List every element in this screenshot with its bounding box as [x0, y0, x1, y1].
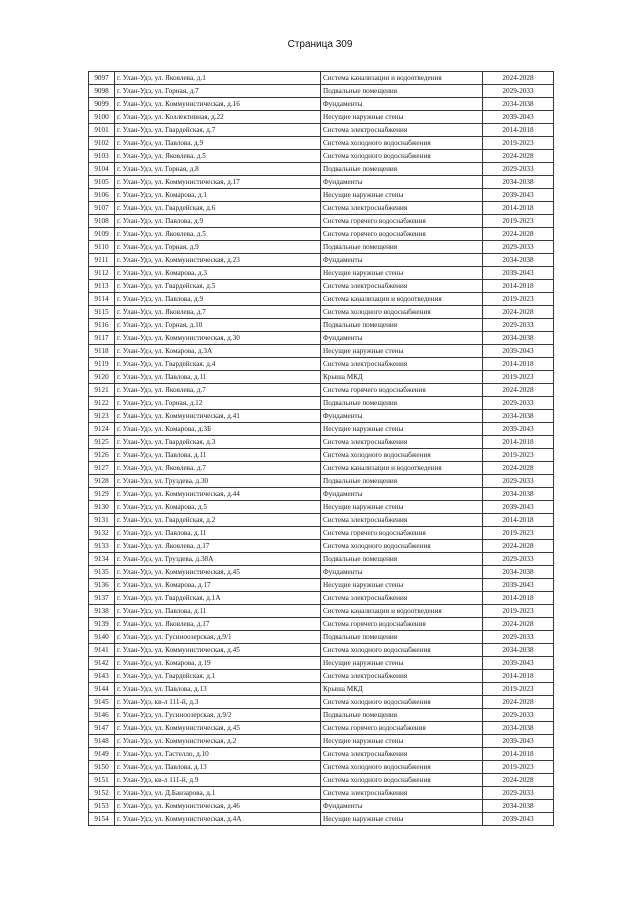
- period-cell: 2034-2038: [483, 410, 554, 423]
- work-type-cell: Фундаменты: [321, 98, 483, 111]
- row-number-cell: 9127: [89, 462, 115, 475]
- period-cell: 2024-2028: [483, 306, 554, 319]
- row-number-cell: 9122: [89, 397, 115, 410]
- table-row: [89, 384, 554, 397]
- address-cell: г. Улан-Удэ, ул. Комарова, д.5: [115, 501, 321, 514]
- row-number-cell: 9129: [89, 488, 115, 501]
- address-cell: г. Улан-Удэ, ул. Гвардейская, д.2: [115, 514, 321, 527]
- period-cell: 2039-2043: [483, 189, 554, 202]
- row-number-cell: 9149: [89, 748, 115, 761]
- address-cell: г. Улан-Удэ, ул. Гвардейская, д.4: [115, 358, 321, 371]
- table-row: [89, 332, 554, 345]
- period-cell: 2024-2028: [483, 618, 554, 631]
- address-cell: г. Улан-Удэ, ул. Гвардейская, д.1: [115, 670, 321, 683]
- address-cell: г. Улан-Удэ, ул. Яковлева, д.1: [115, 72, 321, 85]
- address-cell: г. Улан-Удэ, ул. Павлова, д.11: [115, 371, 321, 384]
- work-type-cell: Система холодного водоснабжения: [321, 137, 483, 150]
- row-number-cell: 9138: [89, 605, 115, 618]
- address-cell: г. Улан-Удэ, ул. Гвардейская, д.1А: [115, 592, 321, 605]
- row-number-cell: 9131: [89, 514, 115, 527]
- period-cell: 2014-2018: [483, 514, 554, 527]
- table-row: [89, 72, 554, 85]
- address-cell: г. Улан-Удэ, ул. Павлова, д.11: [115, 449, 321, 462]
- work-type-cell: Система холодного водоснабжения: [321, 761, 483, 774]
- row-number-cell: 9111: [89, 254, 115, 267]
- period-cell: 2024-2028: [483, 72, 554, 85]
- period-cell: 2019-2023: [483, 683, 554, 696]
- work-type-cell: Несущие наружные стены: [321, 189, 483, 202]
- period-cell: 2039-2043: [483, 735, 554, 748]
- row-number-cell: 9154: [89, 813, 115, 826]
- address-cell: г. Улан-Удэ, ул. Коммунистическая, д.17: [115, 176, 321, 189]
- period-cell: 2039-2043: [483, 423, 554, 436]
- row-number-cell: 9113: [89, 280, 115, 293]
- work-type-cell: Крыша МКД: [321, 683, 483, 696]
- period-cell: 2014-2018: [483, 124, 554, 137]
- work-type-cell: Система горячего водоснабжения: [321, 527, 483, 540]
- row-number-cell: 9150: [89, 761, 115, 774]
- repair-schedule-table: [88, 71, 554, 826]
- table-row: [89, 787, 554, 800]
- period-cell: 2024-2028: [483, 150, 554, 163]
- period-cell: 2034-2038: [483, 488, 554, 501]
- period-cell: 2039-2043: [483, 267, 554, 280]
- address-cell: г. Улан-Удэ, ул. Комарова, д.3: [115, 267, 321, 280]
- table-row: [89, 345, 554, 358]
- address-cell: г. Улан-Удэ, ул. Горная, д.8: [115, 163, 321, 176]
- address-cell: г. Улан-Удэ, ул. Яковлева, д.7: [115, 384, 321, 397]
- address-cell: г. Улан-Удэ, ул. Яковлева, д.17: [115, 618, 321, 631]
- period-cell: 2034-2038: [483, 644, 554, 657]
- row-number-cell: 9103: [89, 150, 115, 163]
- table-row: [89, 436, 554, 449]
- period-cell: 2029-2033: [483, 787, 554, 800]
- table-row: [89, 98, 554, 111]
- address-cell: г. Улан-Удэ, кв-л 111-й, д.3: [115, 696, 321, 709]
- work-type-cell: Система электроснабжения: [321, 358, 483, 371]
- period-cell: 2034-2038: [483, 566, 554, 579]
- period-cell: 2014-2018: [483, 358, 554, 371]
- table-row: [89, 683, 554, 696]
- work-type-cell: Система холодного водоснабжения: [321, 774, 483, 787]
- work-type-cell: Система горячего водоснабжения: [321, 215, 483, 228]
- period-cell: 2029-2033: [483, 553, 554, 566]
- work-type-cell: Система холодного водоснабжения: [321, 696, 483, 709]
- address-cell: г. Улан-Удэ, ул. Яковлева, д.7: [115, 306, 321, 319]
- table-row: [89, 462, 554, 475]
- period-cell: 2029-2033: [483, 397, 554, 410]
- table-row: [89, 553, 554, 566]
- address-cell: г. Улан-Удэ, ул. Д.Банзарова, д.1: [115, 787, 321, 800]
- table-row: [89, 670, 554, 683]
- row-number-cell: 9134: [89, 553, 115, 566]
- address-cell: г. Улан-Удэ, ул. Гвардейская, д.6: [115, 202, 321, 215]
- work-type-cell: Подвальные помещения: [321, 475, 483, 488]
- period-cell: 2039-2043: [483, 579, 554, 592]
- work-type-cell: Фундаменты: [321, 176, 483, 189]
- table-row: [89, 540, 554, 553]
- row-number-cell: 9121: [89, 384, 115, 397]
- table-body: [89, 72, 554, 826]
- table-row: [89, 410, 554, 423]
- work-type-cell: Несущие наружные стены: [321, 579, 483, 592]
- address-cell: г. Улан-Удэ, ул. Яковлева, д.7: [115, 462, 321, 475]
- work-type-cell: Система холодного водоснабжения: [321, 306, 483, 319]
- period-cell: 2014-2018: [483, 280, 554, 293]
- row-number-cell: 9145: [89, 696, 115, 709]
- work-type-cell: Фундаменты: [321, 566, 483, 579]
- work-type-cell: Система холодного водоснабжения: [321, 644, 483, 657]
- period-cell: 2029-2033: [483, 163, 554, 176]
- period-cell: 2034-2038: [483, 254, 554, 267]
- row-number-cell: 9142: [89, 657, 115, 670]
- row-number-cell: 9128: [89, 475, 115, 488]
- row-number-cell: 9109: [89, 228, 115, 241]
- table-row: [89, 254, 554, 267]
- table-row: [89, 813, 554, 826]
- period-cell: 2024-2028: [483, 384, 554, 397]
- work-type-cell: Подвальные помещения: [321, 709, 483, 722]
- table-row: [89, 618, 554, 631]
- row-number-cell: 9147: [89, 722, 115, 735]
- row-number-cell: 9152: [89, 787, 115, 800]
- table-row: [89, 215, 554, 228]
- table-row: [89, 449, 554, 462]
- address-cell: г. Улан-Удэ, ул. Комарова, д.17: [115, 579, 321, 592]
- address-cell: г. Улан-Удэ, ул. Комарова, д.1: [115, 189, 321, 202]
- table-row: [89, 176, 554, 189]
- work-type-cell: Система горячего водоснабжения: [321, 722, 483, 735]
- work-type-cell: Подвальные помещения: [321, 85, 483, 98]
- period-cell: 2019-2023: [483, 761, 554, 774]
- address-cell: г. Улан-Удэ, ул. Комарова, д.3Б: [115, 423, 321, 436]
- work-type-cell: Подвальные помещения: [321, 553, 483, 566]
- work-type-cell: Система электроснабжения: [321, 436, 483, 449]
- work-type-cell: Система электроснабжения: [321, 670, 483, 683]
- address-cell: г. Улан-Удэ, кв-л 111-й, д.9: [115, 774, 321, 787]
- table-row: [89, 163, 554, 176]
- table-row: [89, 306, 554, 319]
- work-type-cell: Система электроснабжения: [321, 280, 483, 293]
- period-cell: 2019-2023: [483, 449, 554, 462]
- work-type-cell: Система электроснабжения: [321, 787, 483, 800]
- work-type-cell: Фундаменты: [321, 488, 483, 501]
- period-cell: 2029-2033: [483, 85, 554, 98]
- address-cell: г. Улан-Удэ, ул. Павлова, д.11: [115, 527, 321, 540]
- row-number-cell: 9102: [89, 137, 115, 150]
- period-cell: 2019-2023: [483, 371, 554, 384]
- address-cell: г. Улан-Удэ, ул. Гвардейская, д.5: [115, 280, 321, 293]
- period-cell: 2039-2043: [483, 501, 554, 514]
- address-cell: г. Улан-Удэ, ул. Коммунистическая, д.16: [115, 98, 321, 111]
- address-cell: г. Улан-Удэ, ул. Коммунистическая, д.44: [115, 488, 321, 501]
- period-cell: 2039-2043: [483, 657, 554, 670]
- table-row: [89, 358, 554, 371]
- row-number-cell: 9116: [89, 319, 115, 332]
- work-type-cell: Система горячего водоснабжения: [321, 618, 483, 631]
- table-row: [89, 566, 554, 579]
- table-row: [89, 774, 554, 787]
- table-row: [89, 735, 554, 748]
- work-type-cell: Система электроснабжения: [321, 202, 483, 215]
- table-row: [89, 397, 554, 410]
- address-cell: г. Улан-Удэ, ул. Груздева, д.30: [115, 475, 321, 488]
- address-cell: г. Улан-Удэ, ул. Коммунистическая, д.30: [115, 332, 321, 345]
- row-number-cell: 9112: [89, 267, 115, 280]
- address-cell: г. Улан-Удэ, ул. Горная, д.12: [115, 397, 321, 410]
- period-cell: 2029-2033: [483, 241, 554, 254]
- address-cell: г. Улан-Удэ, ул. Коммунистическая, д.45: [115, 722, 321, 735]
- row-number-cell: 9107: [89, 202, 115, 215]
- address-cell: г. Улан-Удэ, ул. Гвардейская, д.3: [115, 436, 321, 449]
- row-number-cell: 9136: [89, 579, 115, 592]
- row-number-cell: 9117: [89, 332, 115, 345]
- work-type-cell: Несущие наружные стены: [321, 735, 483, 748]
- row-number-cell: 9148: [89, 735, 115, 748]
- table-row: [89, 696, 554, 709]
- work-type-cell: Подвальные помещения: [321, 397, 483, 410]
- row-number-cell: 9105: [89, 176, 115, 189]
- period-cell: 2014-2018: [483, 748, 554, 761]
- address-cell: г. Улан-Удэ, ул. Коммунистическая, д.46: [115, 800, 321, 813]
- period-cell: 2024-2028: [483, 228, 554, 241]
- row-number-cell: 9132: [89, 527, 115, 540]
- work-type-cell: Система электроснабжения: [321, 748, 483, 761]
- table-row: [89, 631, 554, 644]
- address-cell: г. Улан-Удэ, ул. Комарова, д.19: [115, 657, 321, 670]
- table-row: [89, 592, 554, 605]
- table-row: [89, 228, 554, 241]
- row-number-cell: 9140: [89, 631, 115, 644]
- work-type-cell: Несущие наружные стены: [321, 423, 483, 436]
- address-cell: г. Улан-Удэ, ул. Гусиноозерская, д.9/2: [115, 709, 321, 722]
- period-cell: 2014-2018: [483, 202, 554, 215]
- period-cell: 2024-2028: [483, 696, 554, 709]
- work-type-cell: Система электроснабжения: [321, 514, 483, 527]
- period-cell: 2019-2023: [483, 293, 554, 306]
- address-cell: г. Улан-Удэ, ул. Коммунистическая, д.45: [115, 566, 321, 579]
- address-cell: г. Улан-Удэ, ул. Гастелло, д.10: [115, 748, 321, 761]
- table-row: [89, 371, 554, 384]
- period-cell: 2029-2033: [483, 319, 554, 332]
- period-cell: 2024-2028: [483, 462, 554, 475]
- row-number-cell: 9141: [89, 644, 115, 657]
- table-row: [89, 800, 554, 813]
- work-type-cell: Система холодного водоснабжения: [321, 540, 483, 553]
- table-row: [89, 124, 554, 137]
- address-cell: г. Улан-Удэ, ул. Гусиноозерская, д.9/1: [115, 631, 321, 644]
- period-cell: 2029-2033: [483, 631, 554, 644]
- address-cell: г. Улан-Удэ, ул. Горная, д.10: [115, 319, 321, 332]
- row-number-cell: 9153: [89, 800, 115, 813]
- period-cell: 2014-2018: [483, 436, 554, 449]
- row-number-cell: 9100: [89, 111, 115, 124]
- work-type-cell: Система канализации и водоотведения: [321, 462, 483, 475]
- work-type-cell: Система холодного водоснабжения: [321, 150, 483, 163]
- row-number-cell: 9130: [89, 501, 115, 514]
- address-cell: г. Улан-Удэ, ул. Коммунистическая, д.45: [115, 644, 321, 657]
- table-row: [89, 137, 554, 150]
- table-row: [89, 423, 554, 436]
- work-type-cell: Подвальные помещения: [321, 163, 483, 176]
- work-type-cell: Несущие наружные стены: [321, 111, 483, 124]
- period-cell: 2014-2018: [483, 592, 554, 605]
- table-row: [89, 267, 554, 280]
- work-type-cell: Несущие наружные стены: [321, 345, 483, 358]
- address-cell: г. Улан-Удэ, ул. Яковлева, д.5: [115, 228, 321, 241]
- address-cell: г. Улан-Удэ, ул. Коммунистическая, д.41: [115, 410, 321, 423]
- work-type-cell: Система электроснабжения: [321, 592, 483, 605]
- page-number-label: Страница 309: [287, 39, 353, 50]
- address-cell: г. Улан-Удэ, ул. Павлова, д.11: [115, 605, 321, 618]
- work-type-cell: Подвальные помещения: [321, 631, 483, 644]
- row-number-cell: 9118: [89, 345, 115, 358]
- row-number-cell: 9151: [89, 774, 115, 787]
- period-cell: 2039-2043: [483, 813, 554, 826]
- table-row: [89, 709, 554, 722]
- table-row: [89, 488, 554, 501]
- period-cell: 2024-2028: [483, 774, 554, 787]
- table-row: [89, 514, 554, 527]
- work-type-cell: Несущие наружные стены: [321, 501, 483, 514]
- table-row: [89, 241, 554, 254]
- row-number-cell: 9120: [89, 371, 115, 384]
- address-cell: г. Улан-Удэ, ул. Коллективная, д.22: [115, 111, 321, 124]
- address-cell: г. Улан-Удэ, ул. Яковлева, д.17: [115, 540, 321, 553]
- row-number-cell: 9146: [89, 709, 115, 722]
- period-cell: 2039-2043: [483, 345, 554, 358]
- address-cell: г. Улан-Удэ, ул. Комарова, д.3А: [115, 345, 321, 358]
- work-type-cell: Система канализации и водоотведения: [321, 293, 483, 306]
- address-cell: г. Улан-Удэ, ул. Павлова, д.9: [115, 137, 321, 150]
- work-type-cell: Несущие наружные стены: [321, 657, 483, 670]
- period-cell: 2034-2038: [483, 332, 554, 345]
- row-number-cell: 9106: [89, 189, 115, 202]
- period-cell: 2034-2038: [483, 176, 554, 189]
- table-row: [89, 293, 554, 306]
- address-cell: г. Улан-Удэ, ул. Павлова, д.13: [115, 683, 321, 696]
- address-cell: г. Улан-Удэ, ул. Коммунистическая, д.2: [115, 735, 321, 748]
- address-cell: г. Улан-Удэ, ул. Коммунистическая, д.23: [115, 254, 321, 267]
- row-number-cell: 9097: [89, 72, 115, 85]
- table-row: [89, 748, 554, 761]
- table-row: [89, 579, 554, 592]
- table-row: [89, 202, 554, 215]
- work-type-cell: Система канализации и водоотведения: [321, 605, 483, 618]
- row-number-cell: 9126: [89, 449, 115, 462]
- table-row: [89, 319, 554, 332]
- row-number-cell: 9098: [89, 85, 115, 98]
- row-number-cell: 9144: [89, 683, 115, 696]
- work-type-cell: Система электроснабжения: [321, 124, 483, 137]
- row-number-cell: 9108: [89, 215, 115, 228]
- period-cell: 2039-2043: [483, 111, 554, 124]
- row-number-cell: 9119: [89, 358, 115, 371]
- work-type-cell: Фундаменты: [321, 410, 483, 423]
- row-number-cell: 9133: [89, 540, 115, 553]
- work-type-cell: Фундаменты: [321, 254, 483, 267]
- period-cell: 2034-2038: [483, 722, 554, 735]
- row-number-cell: 9104: [89, 163, 115, 176]
- table-row: [89, 280, 554, 293]
- table-row: [89, 657, 554, 670]
- period-cell: 2034-2038: [483, 800, 554, 813]
- work-type-cell: Крыша МКД: [321, 371, 483, 384]
- address-cell: г. Улан-Удэ, ул. Павлова, д.9: [115, 215, 321, 228]
- work-type-cell: Фундаменты: [321, 332, 483, 345]
- address-cell: г. Улан-Удэ, ул. Павлова, д.9: [115, 293, 321, 306]
- work-type-cell: Система холодного водоснабжения: [321, 449, 483, 462]
- address-cell: г. Улан-Удэ, ул. Коммунистическая, д.4А: [115, 813, 321, 826]
- row-number-cell: 9124: [89, 423, 115, 436]
- table-row: [89, 189, 554, 202]
- work-type-cell: Подвальные помещения: [321, 241, 483, 254]
- table-row: [89, 644, 554, 657]
- period-cell: 2014-2018: [483, 670, 554, 683]
- table-row: [89, 111, 554, 124]
- address-cell: г. Улан-Удэ, ул. Павлова, д.13: [115, 761, 321, 774]
- address-cell: г. Улан-Удэ, ул. Горная, д.7: [115, 85, 321, 98]
- row-number-cell: 9125: [89, 436, 115, 449]
- period-cell: 2029-2033: [483, 475, 554, 488]
- table-row: [89, 722, 554, 735]
- work-type-cell: Система горячего водоснабжения: [321, 228, 483, 241]
- row-number-cell: 9110: [89, 241, 115, 254]
- row-number-cell: 9123: [89, 410, 115, 423]
- work-type-cell: Несущие наружные стены: [321, 813, 483, 826]
- table-row: [89, 475, 554, 488]
- work-type-cell: Система горячего водоснабжения: [321, 384, 483, 397]
- row-number-cell: 9101: [89, 124, 115, 137]
- table-row: [89, 85, 554, 98]
- period-cell: 2034-2038: [483, 98, 554, 111]
- row-number-cell: 9137: [89, 592, 115, 605]
- period-cell: 2019-2023: [483, 605, 554, 618]
- period-cell: 2019-2023: [483, 215, 554, 228]
- work-type-cell: Несущие наружные стены: [321, 267, 483, 280]
- address-cell: г. Улан-Удэ, ул. Гвардейская, д.7: [115, 124, 321, 137]
- table-row: [89, 501, 554, 514]
- work-type-cell: Подвальные помещения: [321, 319, 483, 332]
- row-number-cell: 9115: [89, 306, 115, 319]
- table-row: [89, 527, 554, 540]
- row-number-cell: 9099: [89, 98, 115, 111]
- work-type-cell: Система канализации и водоотведения: [321, 72, 483, 85]
- row-number-cell: 9135: [89, 566, 115, 579]
- period-cell: 2019-2023: [483, 137, 554, 150]
- period-cell: 2024-2028: [483, 540, 554, 553]
- row-number-cell: 9139: [89, 618, 115, 631]
- address-cell: г. Улан-Удэ, ул. Горная, д.9: [115, 241, 321, 254]
- address-cell: г. Улан-Удэ, ул. Груздева, д.38А: [115, 553, 321, 566]
- address-cell: г. Улан-Удэ, ул. Яковлева, д.5: [115, 150, 321, 163]
- table-row: [89, 605, 554, 618]
- table-row: [89, 150, 554, 163]
- work-type-cell: Фундаменты: [321, 800, 483, 813]
- table-row: [89, 761, 554, 774]
- period-cell: 2029-2033: [483, 709, 554, 722]
- row-number-cell: 9143: [89, 670, 115, 683]
- row-number-cell: 9114: [89, 293, 115, 306]
- period-cell: 2019-2023: [483, 527, 554, 540]
